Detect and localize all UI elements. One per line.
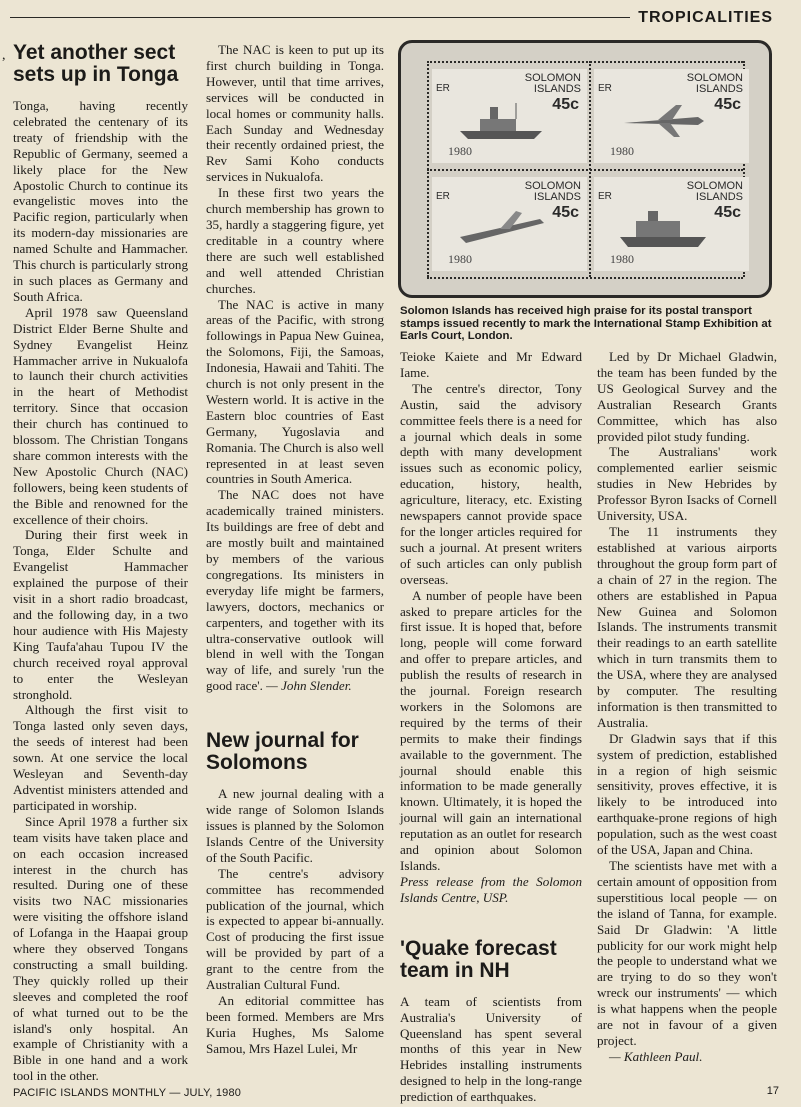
article2-paragraph: Teioke Kaiete and Mr Edward Iame. [400, 349, 582, 380]
stamp-country: SOLOMON ISLANDS [686, 72, 743, 95]
article1-byline: — John Slender. [266, 678, 352, 694]
article1-paragraph: Tonga, having recently celebrated the centenary of its treaty of friendship with the Republic of Germany, seemed a likely place for the New Apostolic Church to continue its evangelistic moves into the Pacific region, particularly when its modern-day missionaries are named Schulte and Hammacher. This church is particularly strong in such places as Germany and South Africa. [13, 98, 188, 304]
article3-paragraph: Dr Gladwin says that if this system of prediction, established in a region of high seismic sensitivity, proves effective, it is likely to be introduced into earthquake-prone regions of high population, such as the west coast of the USA, Japan and China. [597, 730, 777, 858]
article1-paragraph [206, 487, 384, 694]
article1-paragraph: During their first week in Tonga, Elder Schulte and Evangelist Hammacher explained the purpose of their visit in a short radio broadcast, and the following day, in a two hour audience with His Majesty King Taufa'ahau Tupou IV the church received royal approval to enter the Wesleyan stronghold. [13, 527, 188, 702]
stamp-year: 1980 [610, 252, 634, 266]
column-2 [206, 42, 384, 1057]
article2-paragraph: The centre's director, Tony Austin, said the advisory committee feels there is a need for a journal which deals in some depth with many development issues such as economic policy, education, history, health, agriculture, literacy, etc. Existing newspapers cannot provide space for the longer articles required for such a journal. At present writers of such articles can only publish overseas. [400, 380, 582, 587]
boat-icon [618, 207, 708, 251]
stamp-value: 45c [552, 96, 579, 113]
article1-headline: Yet another sect sets up in Tonga [13, 41, 179, 86]
stamp-plane [594, 69, 749, 163]
column-1 [13, 42, 188, 1084]
stamp-year: 1980 [610, 144, 634, 158]
article1-paragraph: The NAC is active in many areas of the Pacific, with strong followings in Papua New Guinea, the Solomons, Fiji, the Samoas, Indonesia, Hawaii and Tahiti. The church is not only present in the Western world. It is active in the Eastern bloc countries of East Germany, Yugoslavia and Romania. The Church is also well represented in at least seven countries in South America. [206, 296, 384, 487]
stamps-photo [398, 40, 772, 298]
article1-paragraph: Since April 1978 a further six team visits have taken place and on each occasion increased interest in the church has resulted. During one of these visits two NAC missionaries were visiting the offshore island of Lofanga in the Haapai group where they observed Tongans constructing a small building. They quickly rolled up their sleeves and completed the roof of what turned out to be the island's only hospital. An example of Christianity with a Bible in one hand and a work tool in the other. [13, 813, 188, 1084]
stamp-value: 45c [714, 96, 741, 113]
stamp-country: SOLOMON ISLANDS [686, 180, 743, 203]
article2-paragraph: The centre's advisory committee has recommended publication of the journal, which is expected to appear bi-annually. Cost of producing the first issue will be provided by part of a grant to the centre from the Australian Cultural Fund. [206, 865, 384, 993]
stamp-boat [594, 177, 749, 271]
article2-byline: Press release from the Solomon Islands Centre, USP. [400, 873, 582, 905]
perforation [427, 169, 743, 171]
column-4 [597, 349, 777, 1065]
page-number: 17 [766, 1085, 779, 1097]
article3-byline: — Kathleen Paul. [609, 1048, 703, 1064]
article3-headline: 'Quake forecast team in NH [400, 936, 557, 982]
article3-paragraph: Led by Dr Michael Gladwin, the team has been funded by the US Geological Survey and the Australian Research Grants Committee, which has also provided pilot study funding. [597, 349, 777, 444]
stamp-monogram: ER [436, 83, 450, 94]
stamp-monogram: ER [598, 83, 612, 94]
article2-paragraph: A new journal dealing with a wide range of Solomon Islands issues is planned by the Solomon Islands Centre of the University of the South Pacific. [206, 786, 384, 865]
page-footer: PACIFIC ISLANDS MONTHLY — JULY, 1980 [13, 1087, 242, 1099]
article1-paragraph: April 1978 saw Queensland District Elder Berne Shulte and Sydney Evangelist Heinz Hammacher arrive in Nukualofa to launch their church activities in the heart of Methodist territory. Since that occasion their church has continued to blossom. The Christian Tongans share common interests with the New Apostolic Church (NAC) followers, being keen students of the Bible and renowned for the excellence of their choirs. [13, 304, 188, 527]
article1-paragraph: In these first two years the church membership has grown to 35, hardly a staggering figure, yet creditable in a country where there are such well established and well attended Christian churches. [206, 185, 384, 296]
perforation [427, 61, 743, 63]
photo-caption: Solomon Islands has received high praise for its postal transport stamps issued recently to mark the International Stamp Exhibition at Earls Court, London. [400, 305, 772, 342]
article1-paragraph: Although the first visit to Tonga lasted only seven days, the seeds of interest had been sown. At one service the local Wesleyan and Seventh-day Adventist ministers attended and participated in worship. [13, 702, 188, 813]
headline-bullet: , [2, 48, 6, 63]
perforation [427, 61, 429, 277]
article3-paragraph: The Australians' work complemented earlier seismic studies in New Hebrides by Professor Byron Isacks of Cornell University, USA. [597, 444, 777, 524]
article3-paragraph: A team of scientists from Australia's University of Queensland has spent several months of this year in New Hebrides installing instruments designed to help in the long-range prediction of earthquakes. [400, 993, 582, 1105]
column-3 [400, 349, 582, 1105]
perforation [427, 277, 743, 279]
article2-paragraph: A number of people have been asked to prepare articles for the first issue. It is hoped that, before long, people will come forward and offer to prepare articles, and publish the results of research in the journal. Foreign research workers in the Solomons are required by the terms of their permits to make their findings available to the government. The journal should enable this information to be made generally known. Ultimately, it is hoped the journal will gain an international reputation as an outlet for research and opinion about Solomon Islands. [400, 587, 582, 873]
stamp-jet [432, 177, 587, 271]
article1-paragraph: The NAC is keen to put up its first church building in Tonga. However, until that time arrives, services will be conducted in local homes or community halls. Each Sunday and Wednesday their recently ordained priest, the Rev Sami Koho conducts services in Nukualofa. [206, 42, 384, 185]
stamp-monogram: ER [598, 191, 612, 202]
article1-paragraph-text: The NAC does not have academically trained ministers. Its buildings are free of debt and are mostly built and maintained by members of the various congregations. Its ministers in everyday life might be farmers, lawyers, doctors, mechanics or carpenters, and together with its ultra-conservative outlook will blend in well with the Tongan way of life, and surely 'run the good race'. [206, 487, 384, 694]
article3-paragraph: The 11 instruments they established at various airports throughout the group form part of a chain of 27 in the region. The others are established in Papua New Guinea and Solomon Islands. The instruments transmit their readings to an earth satellite which in turn transmits them to the USA, where they are analysed by computer. The resulting information is then transmitted to Australia. [597, 523, 777, 730]
stamp-year: 1980 [448, 252, 472, 266]
article2-headline: New journal for Solomons [206, 729, 359, 775]
article2-paragraph: An editorial committee has been formed. Members are Mrs Kuria Hughes, Ms Salome Samou, Mrs Hazel Lulei, Mr [206, 992, 384, 1056]
stamp-monogram: ER [436, 191, 450, 202]
ship-icon [456, 99, 546, 143]
stamp-ship [432, 69, 587, 163]
stamp-year: 1980 [448, 144, 472, 158]
stamp-value: 45c [552, 204, 579, 221]
stamp-country: SOLOMON ISLANDS [524, 180, 581, 203]
airplane-icon [618, 99, 708, 143]
section-title: TROPICALITIES [638, 9, 773, 26]
perforation [589, 61, 591, 277]
stamp-value: 45c [714, 204, 741, 221]
jet-icon [456, 207, 546, 251]
stamp-country: SOLOMON ISLANDS [524, 72, 581, 95]
article3-paragraph: The scientists have met with a certain amount of opposition from superstitious local people — on the island of Tanna, for example. Said Dr Gladwin: 'A little publicity for our work might help the people to understand what we are trying to do so they won't wreck our instruments' — which is what happens when the people are not in favour of a given project. [597, 858, 777, 1048]
header-rule [10, 17, 630, 18]
